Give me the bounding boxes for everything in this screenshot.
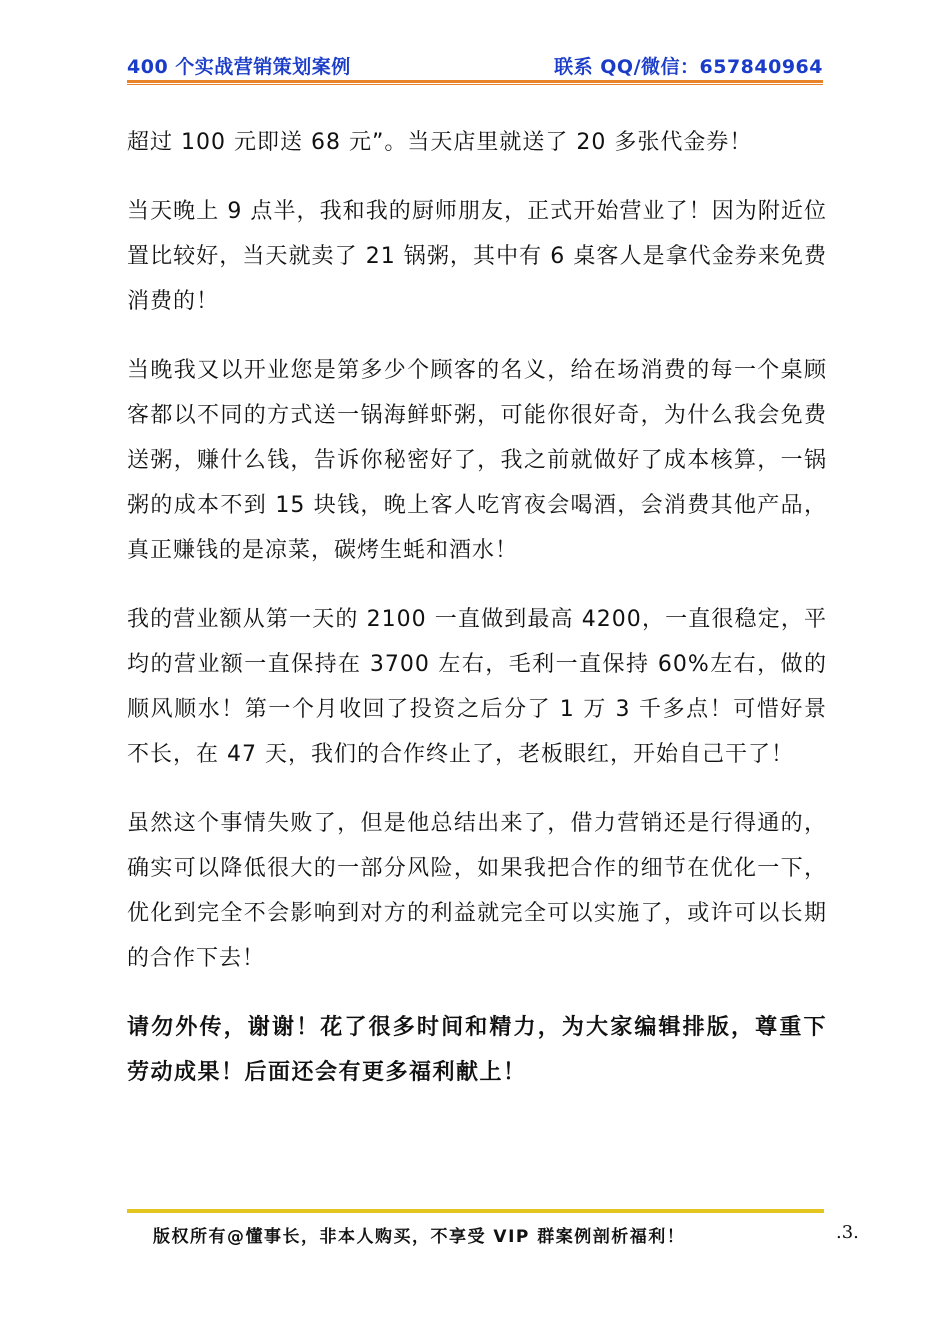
header-divider [127,80,823,86]
header-divider-thick [127,80,823,83]
footer-divider [127,1209,824,1213]
paragraph: 当天晚上 9 点半，我和我的厨师朋友，正式开始营业了！因为附近位置比较好，当天就卖了 21 锅粥，其中有 6 桌客人是拿代金券来免费消费的！ [127,199,827,314]
paragraph: 当晚我又以开业您是第多少个顾客的名义，给在场消费的每一个桌顾客都以不同的方式送一锅海鲜虾粥，可能你很好奇，为什么我会免费送粥，赚什么钱，告诉你秘密好了，我之前就做好了成本核算，一锅粥的成本不到 15 块钱，晚上客人吃宵夜会喝酒，会消费其他产品，真正赚钱的是凉菜，碳烤生蚝和酒水！ [127,358,827,563]
body-text [127,120,827,1119]
page-header [127,52,823,82]
page-number: .3. [836,1222,859,1243]
notice-paragraph: 请勿外传，谢谢！花了很多时间和精力，为大家编辑排版，尊重下劳动成果！后面还会有更多福利献上！ [127,1015,827,1085]
paragraph: 我的营业额从第一天的 2100 一直做到最高 4200，一直很稳定，平均的营业额一直保持在 3700 左右，毛利一直保持 60%左右，做的顺风顺水！第一个月收回了投资之后分了 1 万 3 千多点！可惜好景不长，在 47 天，我们的合作终止了，老板眼红，开始自己干了！ [127,607,827,767]
header-contact: 联系 QQ/微信：657840964 [554,56,823,78]
page-footer [127,1222,867,1252]
paragraph: 超过 100 元即送 68 元”。当天店里就送了 20 多张代金券！ [127,130,753,155]
header-title: 400 个实战营销策划案例 [127,56,351,78]
paragraph: 虽然这个事情失败了，但是他总结出来了，借力营销还是行得通的，确实可以降低很大的一部分风险，如果我把合作的细节在优化一下，优化到完全不会影响到对方的利益就完全可以实施了，或许可以长期的合作下去！ [127,811,827,971]
header-divider-thin [127,84,823,85]
footer-copyright: 版权所有@懂事长，非本人购买，不享受 VIP 群案例剖析福利！ [153,1227,686,1247]
